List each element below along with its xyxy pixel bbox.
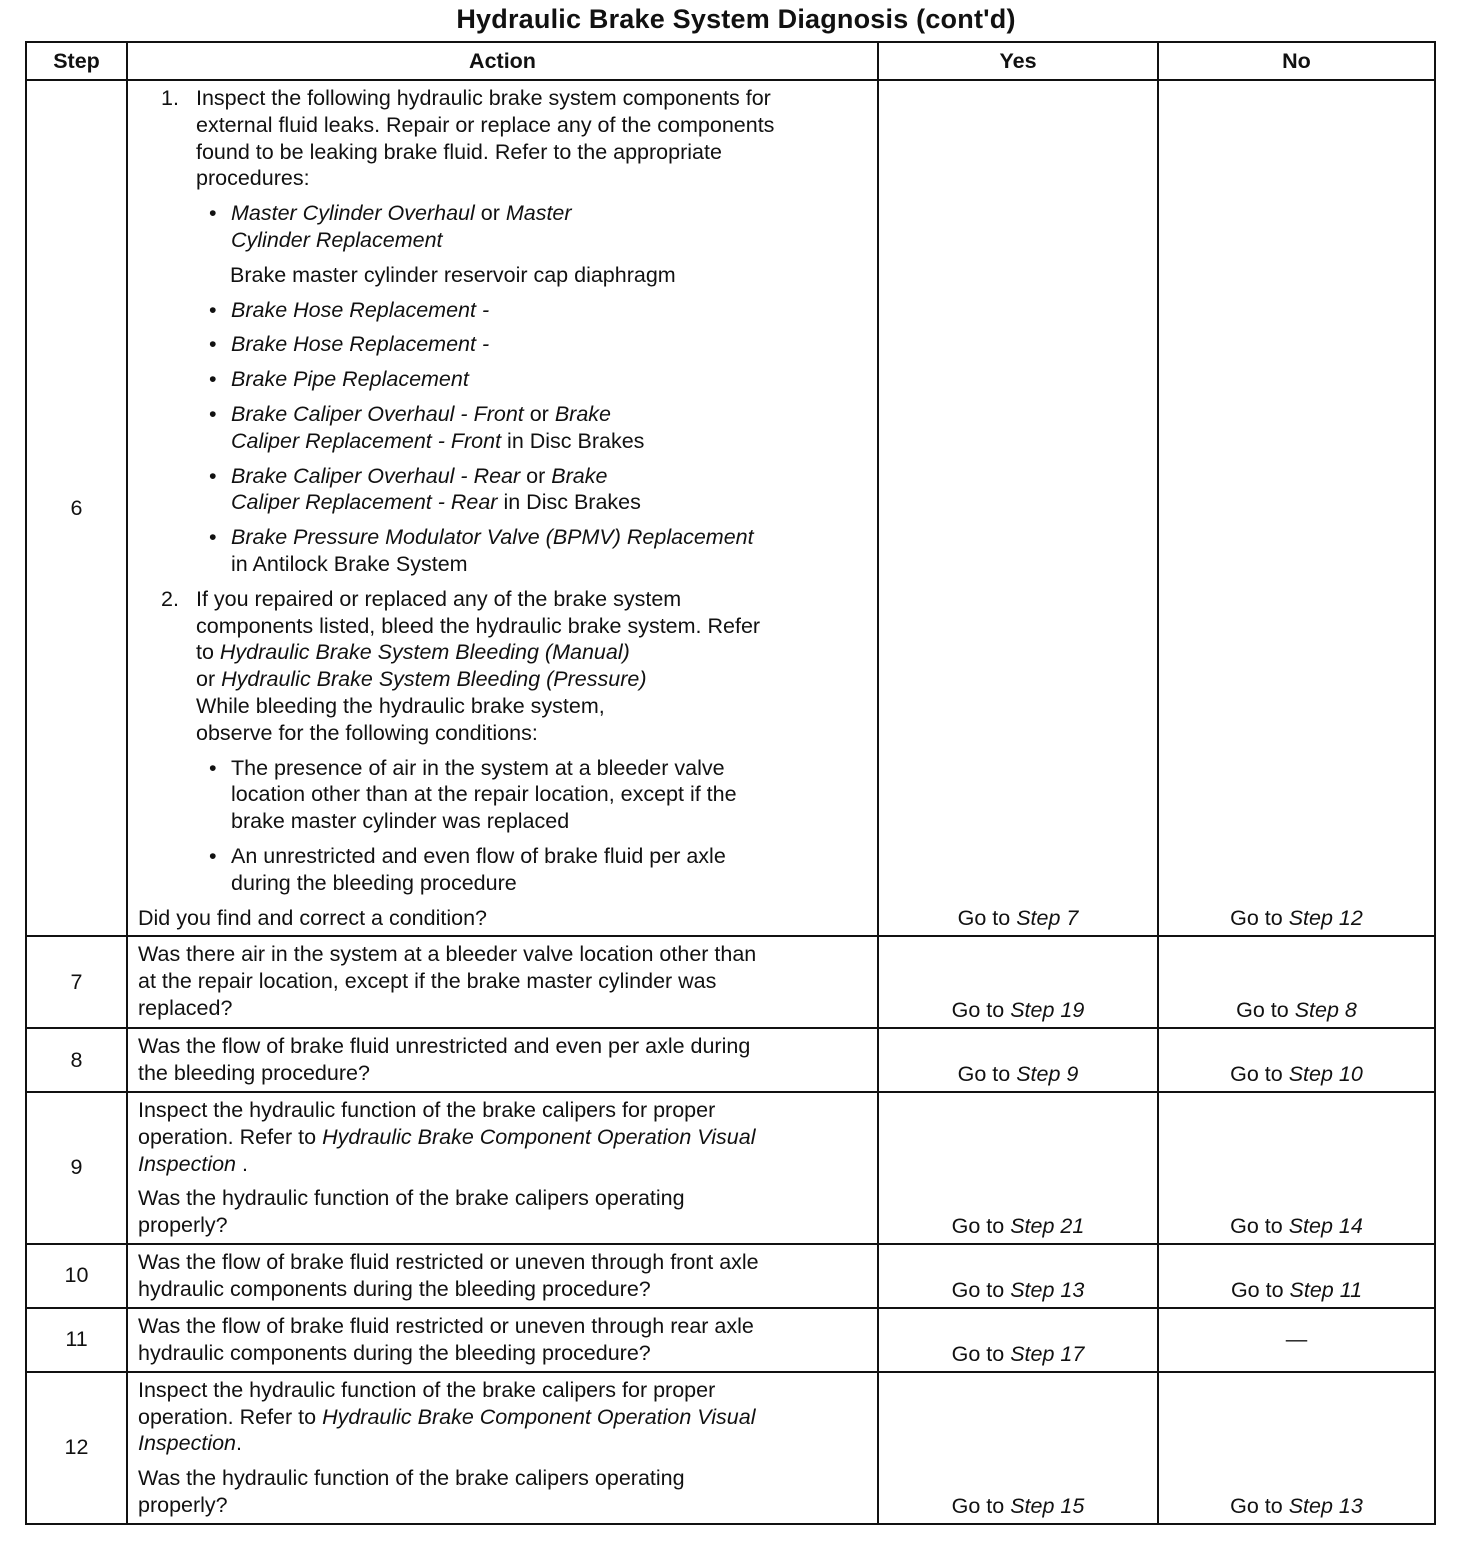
action-line — [138, 262, 867, 289]
bullet-marker: • — [209, 201, 217, 226]
action-line — [138, 941, 867, 968]
procedure-reference: Hydraulic Brake Component Operation Visual — [322, 1404, 756, 1429]
action-text: Was the hydraulic function of the brake calipers operating — [138, 1466, 685, 1491]
step-number: 7 — [26, 936, 127, 1028]
action-cell — [127, 936, 878, 1028]
yes-result — [878, 1372, 1158, 1524]
action-text: Inspect the following hydraulic brake system components for — [196, 86, 771, 110]
action-cell — [127, 1372, 878, 1524]
action-line — [138, 1097, 867, 1124]
action-text: Was the flow of brake fluid restricted or uneven through front axle — [138, 1249, 759, 1274]
action-line — [138, 843, 867, 870]
no-result — [1158, 1308, 1435, 1372]
action-line — [138, 227, 867, 254]
action-text: hydraulic components during the bleeding procedure? — [138, 1276, 651, 1301]
goto-text: Go to — [951, 998, 1011, 1023]
header-yes: Yes — [878, 42, 1158, 80]
procedure-reference: Hydraulic Brake System Bleeding (Manual) — [219, 640, 630, 665]
procedure-reference: Brake — [554, 401, 611, 426]
header-action: Action — [127, 42, 878, 80]
procedure-reference: Brake Pipe Replacement — [231, 367, 469, 392]
yes-result — [878, 1308, 1158, 1372]
goto-step-link[interactable]: Step 14 — [1288, 1213, 1363, 1238]
bullet-marker: • — [209, 297, 217, 322]
action-line — [138, 693, 867, 720]
action-text: Inspect the hydraulic function of the brake calipers for proper — [138, 1097, 716, 1122]
goto-text: Go to — [1230, 906, 1289, 931]
no-result — [1158, 1028, 1435, 1092]
action-line — [138, 85, 867, 112]
action-line — [138, 1492, 867, 1519]
goto-text: — — [1285, 1327, 1308, 1352]
action-text: in Antilock Brake System — [231, 551, 468, 576]
action-cell — [127, 1244, 878, 1308]
action-cell — [127, 1028, 878, 1092]
action-text: operation. Refer to — [138, 1404, 323, 1429]
yes-result — [878, 80, 1158, 936]
action-text: external fluid leaks. Repair or replace any of the components — [196, 112, 775, 137]
table-row — [26, 1244, 1435, 1308]
action-line — [138, 720, 867, 747]
action-line — [138, 1185, 867, 1212]
action-line — [138, 995, 867, 1022]
header-step: Step — [26, 42, 127, 80]
action-text: If you repaired or replaced any of the brake system — [196, 586, 682, 611]
action-line — [138, 1151, 867, 1178]
action-text: the bleeding procedure? — [138, 1061, 370, 1086]
procedure-reference: Brake Pressure Modulator Valve (BPMV) Replacement — [231, 525, 754, 550]
action-line — [138, 401, 867, 428]
action-line — [138, 1124, 867, 1151]
no-result — [1158, 1244, 1435, 1308]
action-line — [138, 524, 867, 551]
action-text: at the repair location, except if the brake master cylinder was — [138, 969, 717, 994]
action-line — [138, 200, 867, 227]
goto-text: Go to — [1230, 1277, 1290, 1302]
procedure-reference: Brake Hose Replacement - — [231, 297, 490, 322]
goto-text: Go to — [1230, 1061, 1289, 1086]
action-text: . — [236, 1431, 242, 1456]
action-text: during the bleeding procedure — [231, 870, 517, 895]
goto-step-link[interactable]: Step 11 — [1289, 1277, 1363, 1302]
action-line — [138, 870, 867, 897]
action-text: procedures: — [196, 166, 310, 191]
goto-step-link[interactable]: Step 7 — [1016, 906, 1079, 931]
action-text: Was the flow of brake fluid restricted or uneven through rear axle — [138, 1313, 754, 1338]
action-line — [138, 1340, 867, 1367]
step-number: 6 — [26, 80, 127, 936]
no-result — [1158, 1372, 1435, 1524]
yes-result — [878, 1092, 1158, 1244]
table-row — [26, 80, 1435, 936]
goto-text: Go to — [1230, 1493, 1289, 1518]
procedure-reference: Brake Hose Replacement - — [231, 332, 490, 357]
action-text: Was the flow of brake fluid unrestricted and even per axle during — [138, 1034, 751, 1059]
procedure-reference: Master Cylinder Overhaul — [231, 201, 475, 226]
procedure-reference: Brake Caliper Overhaul - Front — [231, 401, 524, 426]
action-text: to — [196, 640, 220, 665]
action-line — [138, 331, 867, 358]
action-line — [138, 781, 867, 808]
action-line — [138, 1465, 867, 1492]
action-line — [138, 1313, 867, 1340]
goto-step-link[interactable]: Step 8 — [1294, 998, 1357, 1023]
goto-text: Go to — [957, 906, 1017, 931]
table-row — [26, 936, 1435, 1028]
action-line — [138, 366, 867, 393]
table-row — [26, 1308, 1435, 1372]
action-text: observe for the following conditions: — [196, 720, 538, 745]
action-line — [138, 428, 867, 455]
goto-text: Go to — [1230, 1213, 1289, 1238]
goto-step-link[interactable]: Step 9 — [1016, 1061, 1079, 1086]
action-line — [138, 639, 867, 666]
action-text: properly? — [138, 1213, 228, 1238]
procedure-reference: Brake — [551, 463, 608, 488]
action-cell — [127, 1092, 878, 1244]
action-text: or — [520, 463, 552, 488]
action-line — [138, 1212, 867, 1239]
goto-step-link[interactable]: Step 19 — [1010, 998, 1085, 1023]
action-text: An unrestricted and even flow of brake fluid per axle — [231, 843, 726, 868]
action-line — [138, 968, 867, 995]
action-text: replaced? — [138, 995, 233, 1020]
action-line — [138, 808, 867, 835]
action-text: found to be leaking brake fluid. Refer to the appropriate — [196, 139, 722, 164]
step-list-number: 1. — [161, 86, 179, 110]
goto-text: Go to — [1236, 998, 1295, 1023]
action-text: properly? — [138, 1493, 228, 1518]
action-text: hydraulic components during the bleeding procedure? — [138, 1340, 651, 1365]
goto-step-link[interactable]: Step 10 — [1288, 1061, 1363, 1086]
yes-result — [878, 1028, 1158, 1092]
action-text: The presence of air in the system at a bleeder valve — [231, 755, 725, 780]
bullet-marker: • — [209, 755, 217, 780]
bullet-marker: • — [209, 525, 217, 550]
bullet-marker: • — [209, 463, 217, 488]
step-number: 9 — [26, 1092, 127, 1244]
goto-step-link[interactable]: Step 13 — [1010, 1277, 1085, 1302]
action-line — [138, 1276, 867, 1303]
action-line — [138, 463, 867, 490]
table-row — [26, 1028, 1435, 1092]
goto-text: Go to — [951, 1341, 1011, 1366]
goto-step-link[interactable]: Step 21 — [1010, 1213, 1085, 1238]
action-text: brake master cylinder was replaced — [231, 809, 570, 834]
yes-result — [878, 936, 1158, 1028]
action-text: While bleeding the hydraulic brake system, — [196, 693, 605, 718]
action-cell — [127, 1308, 878, 1372]
goto-step-link[interactable]: Step 15 — [1010, 1493, 1085, 1518]
action-line — [138, 489, 867, 516]
action-text: Brake master cylinder reservoir cap diaphragm — [230, 262, 676, 287]
step-number: 10 — [26, 1244, 127, 1308]
goto-text: Go to — [951, 1493, 1011, 1518]
action-line — [138, 165, 867, 192]
action-line — [138, 1377, 867, 1404]
action-line — [138, 1033, 867, 1060]
action-cell — [127, 80, 878, 936]
action-text: . — [236, 1151, 248, 1176]
procedure-reference: Hydraulic Brake Component Operation Visual — [322, 1124, 756, 1149]
step-list-number: 2. — [161, 586, 179, 611]
action-text: in Disc Brakes — [497, 490, 641, 515]
header-row — [26, 42, 1435, 80]
action-text: or — [196, 667, 222, 692]
procedure-reference: Cylinder Replacement — [231, 227, 443, 252]
procedure-reference: Master — [505, 201, 572, 226]
yes-result — [878, 1244, 1158, 1308]
action-line — [138, 666, 867, 693]
bullet-marker: • — [209, 401, 217, 426]
goto-step-link[interactable]: Step 12 — [1288, 906, 1363, 931]
step-number: 12 — [26, 1372, 127, 1524]
procedure-reference: Brake Caliper Overhaul - Rear — [231, 463, 521, 488]
action-text: or — [523, 401, 555, 426]
action-text: operation. Refer to — [138, 1124, 323, 1149]
bullet-marker: • — [209, 367, 217, 392]
action-line — [138, 1060, 867, 1087]
bullet-marker: • — [209, 843, 217, 868]
action-text: location other than at the repair location, except if the — [231, 782, 737, 807]
procedure-reference: Inspection — [138, 1151, 237, 1176]
goto-text: Go to — [951, 1277, 1011, 1302]
action-line — [138, 551, 867, 578]
action-text: components listed, bleed the hydraulic brake system. Refer — [196, 613, 761, 638]
step-number: 11 — [26, 1308, 127, 1372]
procedure-reference: Caliper Replacement - Front — [231, 428, 502, 453]
goto-text: Go to — [951, 1213, 1011, 1238]
action-line — [138, 112, 867, 139]
step-number: 8 — [26, 1028, 127, 1092]
procedure-reference: Caliper Replacement - Rear — [231, 490, 498, 515]
no-result — [1158, 1092, 1435, 1244]
action-text: in Disc Brakes — [501, 428, 645, 453]
action-line — [138, 1430, 867, 1457]
bullet-marker: • — [209, 332, 217, 357]
no-result — [1158, 80, 1435, 936]
procedure-reference: Inspection — [138, 1431, 237, 1456]
action-line — [138, 1404, 867, 1431]
goto-text: Go to — [957, 1061, 1017, 1086]
diagnosis-table — [25, 41, 1436, 1525]
no-result — [1158, 936, 1435, 1028]
action-line — [138, 905, 867, 932]
action-line — [138, 613, 867, 640]
goto-step-link[interactable]: Step 17 — [1010, 1341, 1085, 1366]
action-line — [138, 1249, 867, 1276]
table-row — [26, 1372, 1435, 1524]
action-line — [138, 139, 867, 166]
action-text: Was there air in the system at a bleeder valve location other than — [138, 942, 757, 967]
action-line — [138, 586, 867, 613]
page-title: Hydraulic Brake System Diagnosis (cont'd) — [456, 4, 1016, 34]
action-text: Inspect the hydraulic function of the brake calipers for proper — [138, 1377, 716, 1402]
action-text: Was the hydraulic function of the brake calipers operating — [138, 1186, 685, 1211]
action-text: Did you find and correct a condition? — [138, 905, 487, 930]
header-no: No — [1158, 42, 1435, 80]
procedure-reference: Hydraulic Brake System Bleeding (Pressure) — [221, 667, 647, 692]
action-line — [138, 297, 867, 324]
goto-step-link[interactable]: Step 13 — [1288, 1493, 1363, 1518]
action-text: or — [474, 201, 506, 226]
table-row — [26, 1092, 1435, 1244]
action-line — [138, 755, 867, 782]
